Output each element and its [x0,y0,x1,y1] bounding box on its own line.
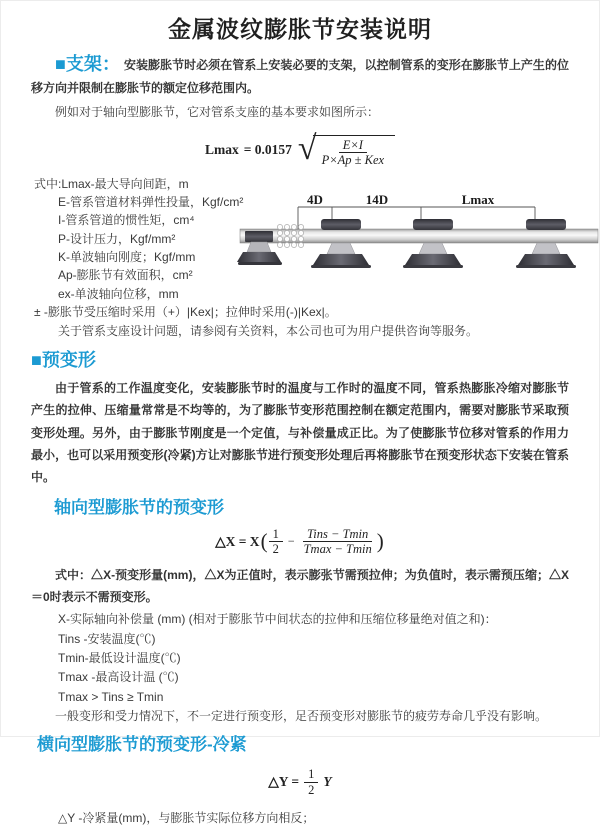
definition-line: X-实际轴向补偿量 (mm) (相对于膨胀节中间状态的拉伸和压缩位移量绝对值之和)： [58,612,497,627]
definition-line: K-单波轴向刚度；Kgf/mm [58,250,196,265]
fraction-denominator: 2 [308,782,315,797]
formula-lhs: △Y = [268,774,300,790]
open-paren: ( [260,529,268,554]
lateral-note-line: △Y -冷紧量(mm)，与膨胀节实际位移方向相反； [58,810,315,825]
definition-line: ± -膨胀节受压缩时采用（+）|Kex|；拉伸时采用(-)|Kex|。 [34,305,337,320]
guide-support [516,219,576,268]
fraction-numerator: 1 [304,767,318,782]
lmax-formula [31,132,569,168]
guide-support [311,219,371,268]
guide-support [403,219,463,268]
pipe-support-diagram [240,192,598,288]
fraction-denominator: P×Ap ± Kex [321,153,385,168]
formula-lhs: △X = X [215,533,260,549]
axial-preform-formula [31,527,569,557]
axial-where-paragraph: 式中：△X-预变形量(mm)，△X为正值时，表示膨张节需预拉伸；为负值时，表示需预压缩；△X＝0时表示不需预变形。 [31,567,569,605]
support-section-heading: ■支架： [55,54,120,74]
fraction-denominator: Tmax − Tmin [303,542,372,557]
definition-line: 式中:Lmax-最大导向间距，m [34,176,189,191]
lateral-subsection-heading: 横向型膨胀节的预变形-冷紧 [37,735,247,755]
support-example-line: 例如对于轴向型膨胀节，它对管系支座的基本要求如图所示： [55,105,380,119]
dimension-label-lmax: Lmax [461,192,495,207]
fraction [318,138,389,168]
axial-definition-list [31,610,569,726]
fraction-denominator: 2 [272,542,279,557]
dimension-label-4d: 4D [307,192,323,207]
fraction-numerator: E×I [339,138,367,153]
radical-group [298,132,395,168]
definition-line: I-管系管道的惯性矩，cm⁴ [58,213,195,228]
page-title: 金属波纹膨胀节安装说明 [168,16,432,42]
support-intro-paragraph [31,53,569,100]
close-paren: ) [376,529,384,554]
fraction-numerator: 1 [269,527,283,542]
definition-line: Tmax > Tins ≥ Tmin [58,689,164,704]
definition-line: Ap-膨胀节有效面积，cm² [58,268,193,283]
definition-line: 关于管系支座设计问题，请参阅有关资料，本公司也可为用户提供咨询等服务。 [58,323,479,338]
preform-body-paragraph: 由于管系的工作温度变化，安装膨胀节时的温度与工作时的温度不同，管系热膨胀冷缩对膨胀节产生的拉伸、压缩量常常是不均等的，为了膨胀节变形范围控制在额定范围内，需要对膨胀节采取预变形处理。另外，由于膨胀节刚度是一个定值，与补偿量成正比。为了使膨胀节位移对管系的作用力最小，也可以采用预变形(冷紧)方让对膨胀节进行预变形处理后再将膨胀节在预变形状态下安装在管系中。 [31,380,569,485]
formula-equals: = 0.0157 [243,141,292,157]
dimension-label-14d: 14D [365,192,389,207]
radicand [313,135,396,168]
radical-sign: √ [297,130,317,167]
axial-subsection-heading: 轴向型膨胀节的预变形 [54,497,224,517]
one-half-fraction [269,527,283,557]
preform-section-heading: ■预变形 [31,349,96,370]
definition-line: Tins -安装温度(℃) [58,631,156,646]
fraction-numerator: Tins − Tmin [303,527,372,542]
minus-sign: − [287,534,295,549]
formula-rhs: Y [323,774,332,790]
temperature-fraction [300,527,376,557]
one-half-fraction [304,767,318,797]
definition-line: E-管系管道材料弹性投量，Kgf/cm² [58,195,244,210]
lateral-preform-formula [31,767,569,797]
axial-note-line: 一般变形和受力情况下，不一定进行预变形，足否预变形对膨胀节的疲劳寿命几乎没有影响。 [55,708,548,723]
definition-line: Tmin-最低设计温度(℃) [58,651,181,666]
formula-lhs: Lmax [204,141,239,157]
definition-line: ex-单波轴向位移，mm [58,286,179,301]
definition-line: P-设计压力，Kgf/mm² [58,231,176,246]
definition-line: Tmax -最高设计温 (℃) [58,670,179,685]
support-intro-text: 安装膨胀节时必须在管系上安装必要的支架，以控制管系的变形在膨胀节上产生的位移方向并限制在膨胀节的额定位移范围内。 [31,58,569,95]
